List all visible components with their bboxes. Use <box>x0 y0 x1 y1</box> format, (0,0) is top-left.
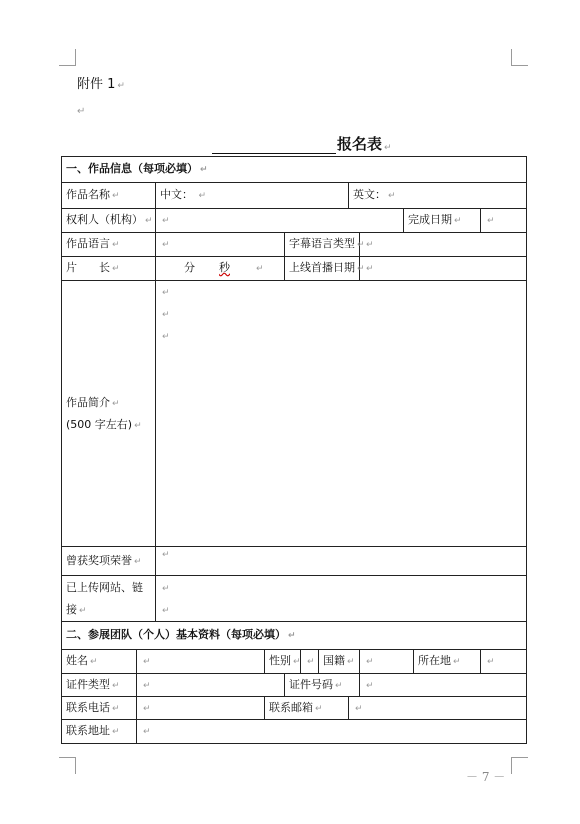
uploaded-links-label: 已上传网站、链 接 ↵ <box>62 576 156 622</box>
uploaded-links-field[interactable]: ↵ ↵ <box>156 576 527 622</box>
work-name-label: 作品名称 ↵ <box>62 183 156 209</box>
intro-field[interactable]: ↵ ↵ ↵ <box>156 281 527 547</box>
crop-mark-top-left <box>59 49 76 66</box>
section1-header: 一、作品信息（每项必填） ↵ <box>62 157 527 183</box>
attachment-text: 附件 1 <box>77 77 116 92</box>
completion-date-label: 完成日期 ↵ <box>404 209 481 233</box>
intro-row <box>62 281 527 547</box>
nationality-field[interactable]: ↵ <box>360 650 414 674</box>
work-language-field[interactable]: ↵ <box>156 233 285 257</box>
address-field[interactable]: ↵ <box>137 720 527 744</box>
title-blank-underline[interactable] <box>212 137 336 154</box>
location-label: 所在地 ↵ <box>414 650 481 674</box>
rights-holder-field[interactable]: ↵ <box>156 209 404 233</box>
awards-label: 曾获奖项荣誉 ↵ <box>62 547 156 576</box>
location-field[interactable]: ↵ <box>481 650 527 674</box>
paragraph-mark: ↵ <box>384 143 392 153</box>
work-language-label: 作品语言 ↵ <box>62 233 156 257</box>
personal-info-row <box>62 650 527 674</box>
address-row <box>62 720 527 744</box>
work-name-chinese-field[interactable]: 中文： ↵ <box>156 183 349 209</box>
duration-label: 片 长 ↵ <box>62 257 156 281</box>
crop-mark-bottom-right <box>511 757 528 774</box>
online-premiere-field[interactable]: ↵ <box>360 257 527 281</box>
phone-field[interactable]: ↵ <box>137 697 265 720</box>
rights-holder-row <box>62 209 527 233</box>
empty-paragraph <box>77 106 85 117</box>
crop-mark-bottom-left <box>59 757 76 774</box>
subtitle-language-field[interactable]: ↵ <box>360 233 527 257</box>
work-name-row <box>62 183 527 209</box>
completion-date-field[interactable]: ↵ <box>481 209 527 233</box>
rights-holder-label: 权利人（机构） ↵ <box>62 209 156 233</box>
intro-label: 作品简介 ↵ (500 字左右) ↵ <box>62 281 156 547</box>
gender-field[interactable]: ↵ <box>301 650 319 674</box>
duration-row <box>62 257 527 281</box>
id-number-label: 证件号码 ↵ <box>285 674 360 697</box>
attachment-label <box>77 73 125 92</box>
email-label: 联系邮箱 ↵ <box>265 697 349 720</box>
email-field[interactable]: ↵ <box>349 697 527 720</box>
uploaded-links-row <box>62 576 527 622</box>
paragraph-mark: ↵ <box>77 106 86 117</box>
section2-header-row <box>62 622 527 650</box>
address-label: 联系地址 ↵ <box>62 720 137 744</box>
duration-field[interactable]: 分 秒 ↵ <box>156 257 285 281</box>
name-label: 姓名 ↵ <box>62 650 137 674</box>
awards-row <box>62 547 527 576</box>
phone-label: 联系电话 ↵ <box>62 697 137 720</box>
crop-mark-top-right <box>511 49 528 66</box>
id-type-label: 证件类型 ↵ <box>62 674 137 697</box>
gender-label: 性别 ↵ <box>265 650 301 674</box>
online-premiere-label: 上线首播日期 ↵ <box>285 257 360 281</box>
nationality-label: 国籍 ↵ <box>319 650 360 674</box>
name-field[interactable]: ↵ <box>137 650 265 674</box>
id-type-field[interactable]: ↵ <box>137 674 285 697</box>
work-language-row <box>62 233 527 257</box>
form-title <box>212 133 392 153</box>
page-number: － 7 － <box>466 770 506 784</box>
section1-header-row <box>62 157 527 183</box>
work-name-english-field[interactable]: 英文： ↵ <box>349 183 527 209</box>
id-number-field[interactable]: ↵ <box>360 674 527 697</box>
title-text: 报名表 <box>337 135 383 153</box>
paragraph-mark: ↵ <box>117 81 125 91</box>
contact-row <box>62 697 527 720</box>
section2-header: 二、参展团队（个人）基本资料（每项必填） ↵ <box>62 622 527 650</box>
awards-field[interactable]: ↵ <box>156 547 527 576</box>
id-row <box>62 674 527 697</box>
registration-form-table <box>61 156 527 744</box>
subtitle-language-label: 字幕语言类型 ↵ <box>285 233 360 257</box>
